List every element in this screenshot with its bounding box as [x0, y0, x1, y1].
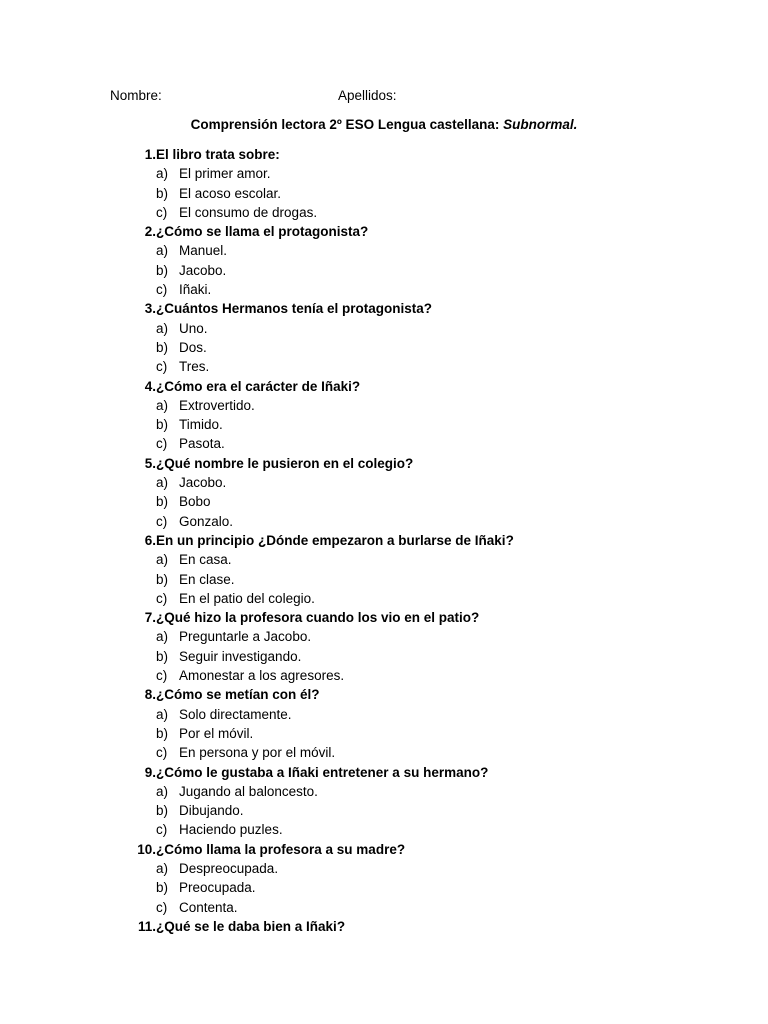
option-text: Timido. [179, 417, 223, 433]
question-line [128, 299, 688, 318]
option-letter: b) [156, 417, 169, 433]
apellidos-label: Apellidos: [338, 88, 397, 103]
option-text: Gonzalo. [179, 513, 234, 529]
option-text: En persona y por el móvil. [179, 745, 336, 761]
answer-option [128, 589, 688, 608]
option-text: Uno. [179, 320, 208, 336]
question-number: 7. [144, 610, 156, 626]
nombre-label: Nombre: [110, 88, 162, 103]
answer-option [128, 898, 688, 917]
question-item [128, 763, 688, 840]
answer-option [128, 801, 688, 820]
question-text: ¿Qué nombre le pusieron en el colegio? [156, 455, 414, 471]
question-text: El libro trata sobre: [156, 147, 280, 162]
option-text: Preocupada. [179, 880, 256, 896]
option-letter: a) [156, 166, 169, 182]
option-letter: b) [156, 339, 169, 355]
answer-option [128, 743, 688, 762]
option-letter: a) [156, 629, 169, 645]
answer-option [128, 705, 688, 724]
question-number: 2. [144, 224, 156, 240]
question-text: ¿Cómo se llama el protagonista? [156, 224, 369, 240]
option-letter: b) [156, 725, 169, 741]
question-number: 10. [137, 841, 156, 857]
answer-options [128, 164, 688, 222]
option-text: El consumo de drogas. [179, 204, 318, 220]
question-text: ¿Cómo llama la profesora a su madre? [156, 841, 406, 857]
answer-option [128, 666, 688, 685]
question-item [128, 917, 688, 936]
option-letter: a) [156, 860, 169, 876]
option-letter: c) [156, 513, 168, 529]
question-item [128, 377, 688, 454]
answer-option [128, 280, 688, 299]
answer-option [128, 492, 688, 511]
option-letter: b) [156, 262, 169, 278]
option-letter: c) [156, 590, 168, 606]
question-text: ¿Cómo se metían con él? [156, 687, 320, 703]
question-item [128, 454, 688, 531]
option-letter: c) [156, 822, 168, 838]
option-text: Seguir investigando. [179, 648, 302, 664]
answer-option [128, 203, 688, 222]
option-text: Por el móvil. [179, 725, 254, 741]
answer-option [128, 859, 688, 878]
question-item [128, 531, 688, 608]
question-line [128, 840, 688, 859]
answer-options [128, 859, 688, 917]
question-item [128, 222, 688, 299]
question-number: 11. [137, 918, 156, 934]
answer-option [128, 550, 688, 569]
option-text: Jugando al baloncesto. [179, 783, 318, 799]
option-text: Tres. [179, 359, 210, 375]
question-line [128, 917, 688, 936]
answer-option [128, 647, 688, 666]
answer-option [128, 820, 688, 839]
option-letter: a) [156, 475, 169, 491]
option-letter: b) [156, 494, 169, 510]
question-line [128, 145, 688, 164]
option-letter: b) [156, 185, 169, 201]
option-letter: c) [156, 436, 168, 452]
option-text: Jacobo. [179, 262, 227, 278]
answer-options [128, 705, 688, 763]
question-number: 9. [144, 764, 156, 780]
option-text: Amonestar a los agresores. [179, 668, 345, 684]
answer-options [128, 627, 688, 685]
question-item [128, 685, 688, 762]
answer-option [128, 878, 688, 897]
question-number: 5. [144, 455, 156, 471]
question-number: 1. [144, 147, 156, 162]
student-info-row [110, 87, 670, 107]
question-text: ¿Qué hizo la profesora cuando los vio en el patio? [156, 610, 480, 626]
option-text: Dos. [179, 339, 207, 355]
question-item [128, 840, 688, 917]
answer-options [128, 550, 688, 608]
answer-option [128, 473, 688, 492]
answer-option [128, 164, 688, 183]
option-text: El acoso escolar. [179, 185, 282, 201]
answer-options [128, 241, 688, 299]
answer-options [128, 782, 688, 840]
answer-option [128, 724, 688, 743]
option-text: Solo directamente. [179, 706, 292, 722]
question-text: ¿Qué se le daba bien a Iñaki? [156, 918, 346, 934]
question-number: 4. [144, 378, 156, 394]
option-letter: a) [156, 783, 169, 799]
option-text: Preguntarle a Jacobo. [179, 629, 312, 645]
answer-option [128, 241, 688, 260]
answer-option [128, 570, 688, 589]
option-letter: c) [156, 668, 168, 684]
option-letter: c) [156, 745, 168, 761]
option-letter: c) [156, 282, 168, 298]
answer-option [128, 338, 688, 357]
answer-options [128, 473, 688, 531]
question-line [128, 685, 688, 704]
option-letter: c) [156, 204, 168, 220]
option-text: Haciendo puzles. [179, 822, 283, 838]
answer-option [128, 782, 688, 801]
option-letter: c) [156, 899, 168, 915]
option-text: Jacobo. [179, 475, 227, 491]
answer-options [128, 319, 688, 377]
option-text: El primer amor. [179, 166, 271, 182]
question-number: 6. [144, 532, 156, 548]
option-letter: b) [156, 880, 169, 896]
question-line [128, 454, 688, 473]
answer-option [128, 319, 688, 338]
question-item [128, 608, 688, 685]
question-line [128, 377, 688, 396]
option-text: Extrovertido. [179, 397, 255, 413]
document-title [0, 116, 768, 134]
title-book-name: Subnormal. [503, 117, 578, 132]
option-text: Iñaki. [179, 282, 212, 298]
option-text: Bobo [179, 494, 211, 510]
option-text: Dibujando. [179, 803, 244, 819]
option-text: Pasota. [179, 436, 225, 452]
option-letter: c) [156, 359, 168, 375]
question-text: ¿Cómo le gustaba a Iñaki entretener a su hermano? [156, 764, 489, 780]
question-line [128, 531, 688, 550]
answer-option [128, 396, 688, 415]
option-letter: a) [156, 243, 169, 259]
question-number: 3. [144, 301, 156, 317]
option-text: En clase. [179, 571, 235, 587]
option-letter: b) [156, 571, 169, 587]
option-letter: a) [156, 397, 169, 413]
option-text: Manuel. [179, 243, 228, 259]
answer-option [128, 415, 688, 434]
option-letter: a) [156, 552, 169, 568]
option-letter: a) [156, 320, 169, 336]
option-text: Despreocupada. [179, 860, 279, 876]
question-line [128, 222, 688, 241]
question-line [128, 763, 688, 782]
title-main: Comprensión lectora 2º ESO Lengua castellana: [190, 117, 504, 132]
answer-option [128, 627, 688, 646]
answer-option [128, 357, 688, 376]
answer-option [128, 261, 688, 280]
option-letter: b) [156, 803, 169, 819]
question-item [128, 145, 688, 222]
question-item [128, 299, 688, 376]
question-line [128, 608, 688, 627]
question-text: En un principio ¿Dónde empezaron a burlarse de Iñaki? [156, 532, 514, 548]
option-text: Contenta. [179, 899, 238, 915]
question-list [128, 145, 688, 936]
question-text: ¿Cómo era el carácter de Iñaki? [156, 378, 361, 394]
option-letter: a) [156, 706, 169, 722]
option-letter: b) [156, 648, 169, 664]
question-text: ¿Cuántos Hermanos tenía el protagonista? [156, 301, 433, 317]
answer-option [128, 184, 688, 203]
option-text: En casa. [179, 552, 232, 568]
answer-options [128, 396, 688, 454]
question-number: 8. [144, 687, 156, 703]
answer-option [128, 512, 688, 531]
option-text: En el patio del colegio. [179, 590, 315, 606]
answer-option [128, 434, 688, 453]
